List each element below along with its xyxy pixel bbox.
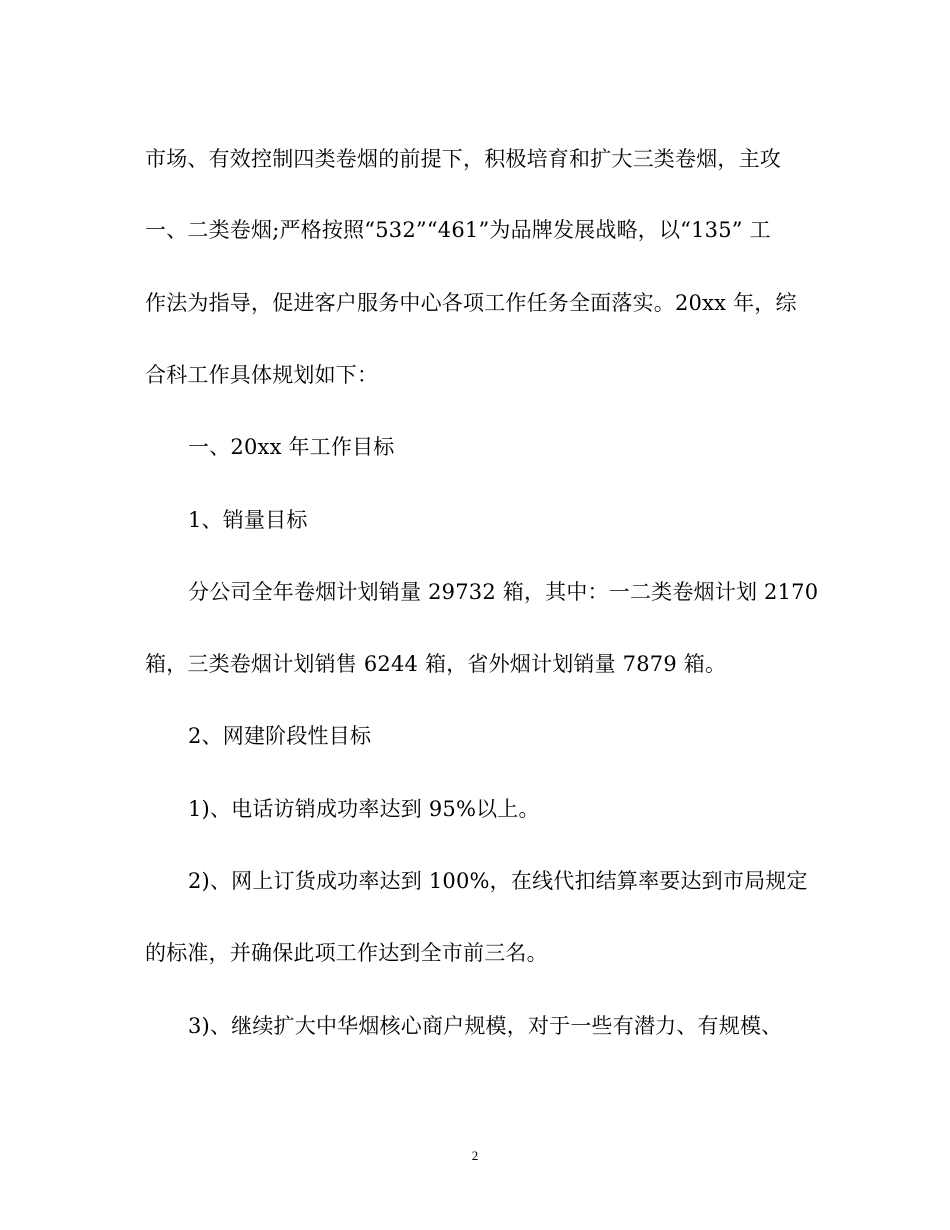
paragraph-line-3: 作法为指导，促进客户服务中心各项工作任务全面落实。20xx 年，综 — [145, 291, 797, 315]
page-number: 2 — [471, 1148, 479, 1163]
sales-paragraph-line-2: 箱，三类卷烟计划销售 6244 箱，省外烟计划销量 7879 箱。 — [145, 652, 727, 676]
list-item-1: 1)、电话访销成功率达到 95%以上。 — [188, 797, 540, 821]
paragraph-line-4: 合科工作具体规划如下： — [145, 363, 379, 387]
paragraph-line-2: 一、二类卷烟;严格按照“532”“461”为品牌发展战略，以“135” 工 — [145, 218, 771, 242]
list-item-2-line-2: 的标准，并确保此项工作达到全市前三名。 — [145, 941, 548, 965]
sales-paragraph-line-1: 分公司全年卷烟计划销量 29732 箱，其中：一二类卷烟计划 2170 — [188, 580, 819, 604]
subheading-network-target: 2、网建阶段性目标 — [188, 724, 372, 748]
list-item-3-line-1: 3)、继续扩大中华烟核心商户规模，对于一些有潜力、有规模、 — [188, 1014, 783, 1038]
subheading-sales-target: 1、销量目标 — [188, 508, 308, 532]
paragraph-line-1: 市场、有效控制四类卷烟的前提下，积极培育和扩大三类卷烟，主攻 — [145, 147, 781, 171]
section-heading: 一、20xx 年工作目标 — [188, 435, 395, 459]
list-item-2-line-1: 2)、网上订货成功率达到 100%，在线代扣结算率要达到市局规定 — [188, 869, 808, 893]
